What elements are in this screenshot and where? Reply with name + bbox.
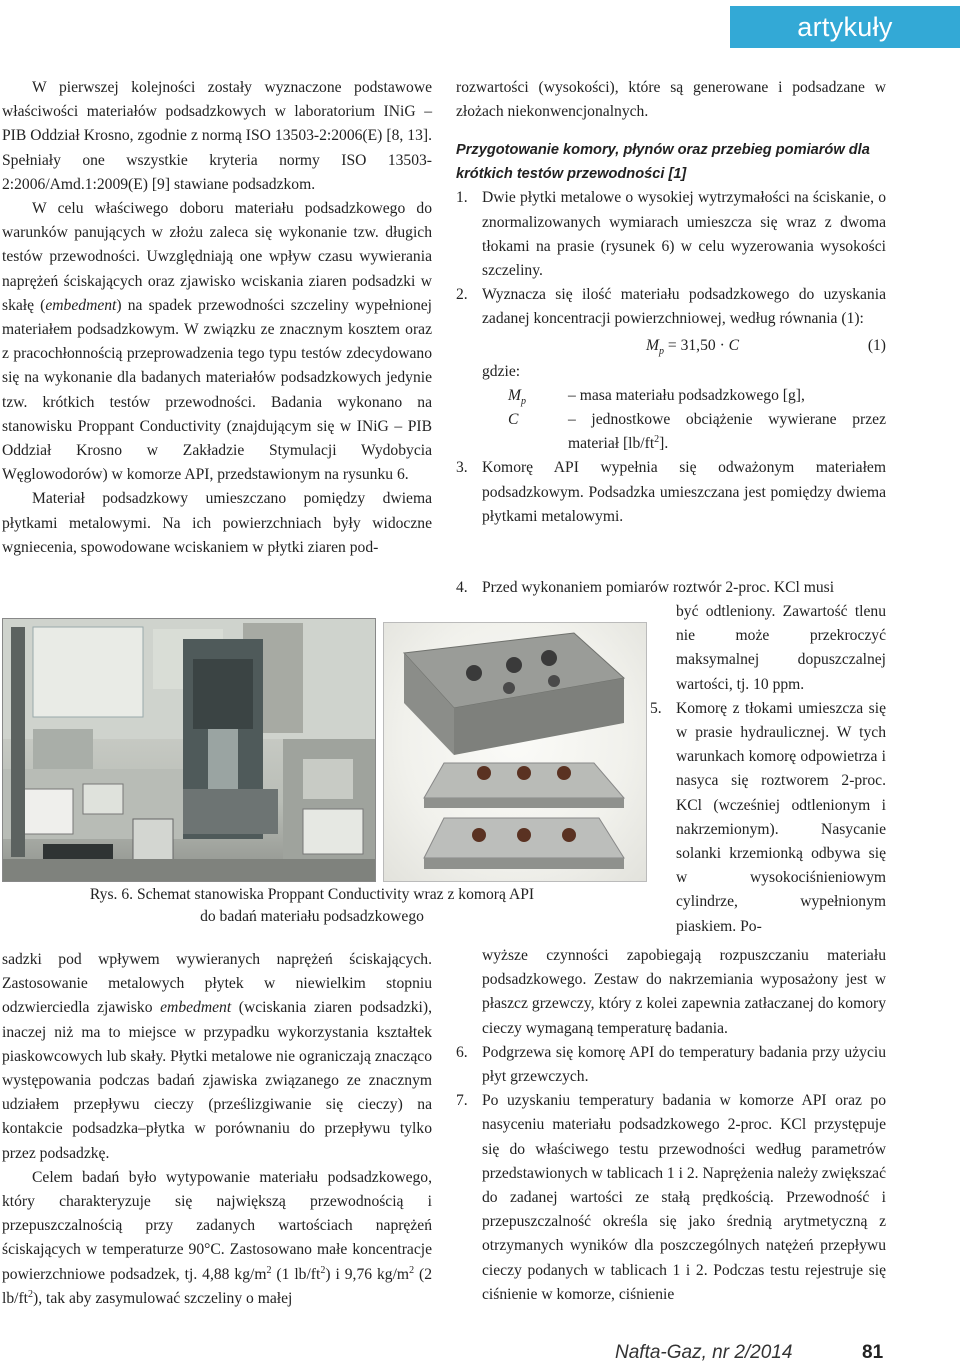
paragraph-2-part-a: W celu właściwego doboru materiału podsadzkowego do warunków panujących w złożu zaleca się wykonanie tzw. długich testów przewodności. Uwzględniają one wpływ czasu wywierania naprężeń ściskających oraz zjawisko wciskania ziaren podsadzki w skałę (: [2, 200, 432, 314]
paragraph-3c-part-b: (wciskania ziaren podsadzki), inaczej niż ma to miejsce w przypadku wykorzystania kształtek piaskowcowych lub skały. Płytki metalowe nie ograniczają znacząco występowania podczas badań zjawiska związanego ze znacznym udziałem przepływu cieczy (prześlizgiwanie się cieczy) na kontakcie podsadzka–płytka w porównaniu do przepływu tylko przez podsadzkę.: [2, 999, 432, 1162]
procedure-list: [456, 186, 886, 529]
section-label: artykuły: [797, 11, 893, 42]
step-6: [456, 1041, 886, 1089]
journal-name: Nafta-Gaz, nr 2/2014: [615, 1342, 793, 1363]
step-1: [456, 186, 886, 283]
section-heading: Przygotowanie komory, płynów oraz przebieg pomiarów dla krótkich testów przewodności [1]: [456, 142, 870, 183]
paragraph-2-italic: embedment: [45, 296, 117, 314]
step-3: [456, 456, 886, 529]
equation-1: [482, 334, 886, 360]
left-column-top: [2, 76, 432, 560]
paragraph-4: [2, 1166, 432, 1311]
paragraph-4-part-e: ), tak aby zasymulować szczeliny o małej: [33, 1289, 293, 1307]
step-text: Komorę z tłokami umieszcza się w prasie hydraulicznej. W tych warunkach komorę odpowietrza i nasyca się roztworem 2-proc. KCl (wcześniej odtlenionym i nakrzemionym). Nasycanie solanki krzemionką odbywa się w wysokociśnieniowym cylindrze, wypełnionym piaskiem. Po-: [676, 699, 886, 935]
figure-caption-line-1: Rys. 6. Schemat stanowiska Proppant Conductivity wraz z komorą API: [89, 886, 535, 903]
step-5-continued: wyższe czynności zapobiegają rozpuszczaniu materiału podsadzkowego. Zestaw do nakrzemiania wyposażony jest w płaszcz grzewczy, który z kolei zapewnia zatłaczanej do komory cieczy wymaganą temperaturę badania.: [482, 947, 886, 1037]
paragraph-3c-part-a: sadzki pod wpływem wywieranych naprężeń ściskających. Zastosowanie metalowych płytek w niewielkim stopniu odzwierciedla zjawisko: [2, 951, 432, 1017]
definition-text: – jednostkowe obciążenie wywierane przez materiał [lb/ft: [568, 411, 886, 453]
definition-symbol: C: [508, 411, 519, 429]
step-text: Przed wykonaniem pomiarów roztwór 2-proc. KCl musi: [482, 579, 835, 596]
step-number: 5.: [650, 699, 662, 717]
superscript-3: 2: [409, 1264, 415, 1276]
step-number: 4.: [456, 579, 468, 596]
paragraph-3c-italic: embedment: [160, 999, 232, 1017]
api-cell-illustration: [384, 623, 646, 881]
equation-rhs-variable: C: [728, 336, 740, 354]
test-stand-illustration: [3, 619, 375, 881]
definition-symbol-subscript: p: [521, 395, 526, 407]
step-2: [456, 283, 886, 456]
definition-symbol-letter: M: [508, 386, 521, 404]
step-text: Po uzyskaniu temperatury badania w komorze API oraz po nasyceniu materiału podsadzkowego 2-proc. KCl przystępuje się do właściwego testu przewodności według parametrów przedstawionych w tablicach 1 i 2. Naprężenia należy zwiększać do zadanej wartości ze stałą prędkością. Przewodność i przepuszczalność określa się jako średnią arytmetyczną z otrzymanych wyników dla poszczególnych natężeń przepływu cieczy podanych w tablicach 1 i 2. Podczas testu rejestruje się ciśnienie w komorze, ciśnienie: [482, 1092, 886, 1303]
figure-photo-test-stand: [2, 618, 376, 882]
paragraph-3-continued: [2, 948, 432, 1166]
step-number: 1.: [456, 189, 468, 207]
step-text: Komorę API wypełnia się odważonym materiałem podsadzkowym. Podsadzka umieszczana jest pomiędzy dwiema płytkami metalowymi.: [482, 459, 886, 525]
step-text: Dwie płytki metalowe o wysokiej wytrzymałości na ściskanie, o znormalizowanych wymiarach umieszcza się wraz z dwoma tłokami na prasie (rysunek 6) w celu wyzerowania wysokości szczeliny.: [482, 189, 886, 280]
step-5-narrow: [650, 697, 886, 939]
step-4-lead: [456, 576, 912, 600]
paragraph-1: W pierwszej kolejności zostały wyznaczone podstawowe właściwości materiałów podsadzkowych w laboratorium INiG – PIB Oddział Krosno, zgodnie z normą ISO 13503-2:2006(E) [8, 13]. Spełniały one wszystkie kryteria normy ISO 13503-2:2006/Amd.1:2009(E) [9] stawiane podsadzkom.: [2, 79, 432, 193]
definition-text: – masa materiału podsadzkowego [g],: [568, 386, 805, 404]
superscript-1: 2: [266, 1264, 272, 1276]
step-7: [456, 1089, 886, 1307]
paragraph-4-part-d: (2 lb/ft: [2, 1265, 432, 1307]
figure-photo-api-cell: [383, 622, 647, 882]
step-number: 2.: [456, 286, 468, 304]
definition-symbol: [508, 384, 526, 408]
equation-number: (1): [867, 336, 886, 354]
right-column-bottom: [456, 944, 886, 1307]
page-number: 81: [862, 1342, 884, 1363]
paragraph-4-part-b: (1 lb/ft: [271, 1265, 321, 1283]
step-text: Podgrzewa się komorę API do temperatury badania przy użyciu płyt grzewczych.: [482, 1043, 886, 1086]
section-tab: [730, 6, 960, 48]
equation-lhs-symbol: M: [646, 336, 659, 354]
figure-caption: [2, 884, 622, 928]
paragraph-4-part-c: ) i 9,76 kg/m: [325, 1265, 410, 1283]
equation-expression: [646, 334, 739, 358]
right-column-narrow: [650, 600, 886, 939]
right-intro: rozwartości (wysokości), które są generowane i podsadzane w złożach niekonwencjonalnych.: [456, 79, 886, 121]
left-column-bottom: [2, 948, 432, 1311]
right-column-top: [456, 76, 886, 529]
step-4-rest: być odtleniony. Zawartość tlenu nie może przekroczyć maksymalnej dopuszczalnej wartości, tj. 10 ppm.: [676, 603, 886, 693]
paragraph-2-part-b: ) na spadek przewodności szczeliny wypełnionej materiałem podsadzkowym. W związku ze znacznym kosztem oraz z pracochłonnością przeprowadzenia tego typu testów zdecydowano się na wykonanie dla badanych materiałów podsadzkowych jedynie tzw. krótkich testów przewodności. Badania wykonano na stanowisku Proppant Conductivity (znajdującym się w INiG – PIB Oddział Krosno w Zakładzie Stymulacji Wydobycia Węglowodorów) w komorze API, przedstawionym na rysunku 6.: [2, 296, 432, 484]
paragraph-2: [2, 197, 432, 487]
where-label: gdzie:: [482, 362, 521, 380]
definition-tail: ].: [659, 435, 669, 453]
paragraph-3: Materiał podsadzkowy umieszczano pomiędzy dwiema płytkami metalowymi. Na ich powierzchniach były widoczne wgniecenia, spowodowane wciskaniem w płytki ziaren pod-: [2, 490, 432, 556]
step-number: 3.: [456, 459, 468, 477]
definition-superscript: 2: [654, 434, 660, 446]
figure-caption-line-2: do badań materiału podsadzkowego: [200, 908, 424, 925]
step-text: Wyznacza się ilość materiału podsadzkowego do uzyskania zadanej koncentracji powierzchniowej, według równania (1):: [482, 286, 886, 328]
paragraph-4-part-a: Celem badań było wytypowanie materiału podsadzkowego, który charakteryzuje się największą przewodnością i przepuszczalnością przy zadanych wartościach naprężeń ściskających w temperaturze 90°C. Zastosowano małe koncentracje powierzchniowe podsadzek, tj. 4,88 kg/m: [2, 1168, 432, 1283]
step-number: 7.: [456, 1092, 468, 1110]
superscript-2: 2: [320, 1264, 326, 1276]
definition-mp: [482, 384, 886, 408]
equation-rhs: = 31,50 ·: [664, 336, 729, 354]
equation-lhs-subscript: p: [659, 345, 664, 357]
definition-c: [482, 408, 886, 456]
superscript-4: 2: [28, 1288, 33, 1300]
step-number: 6.: [456, 1043, 468, 1061]
